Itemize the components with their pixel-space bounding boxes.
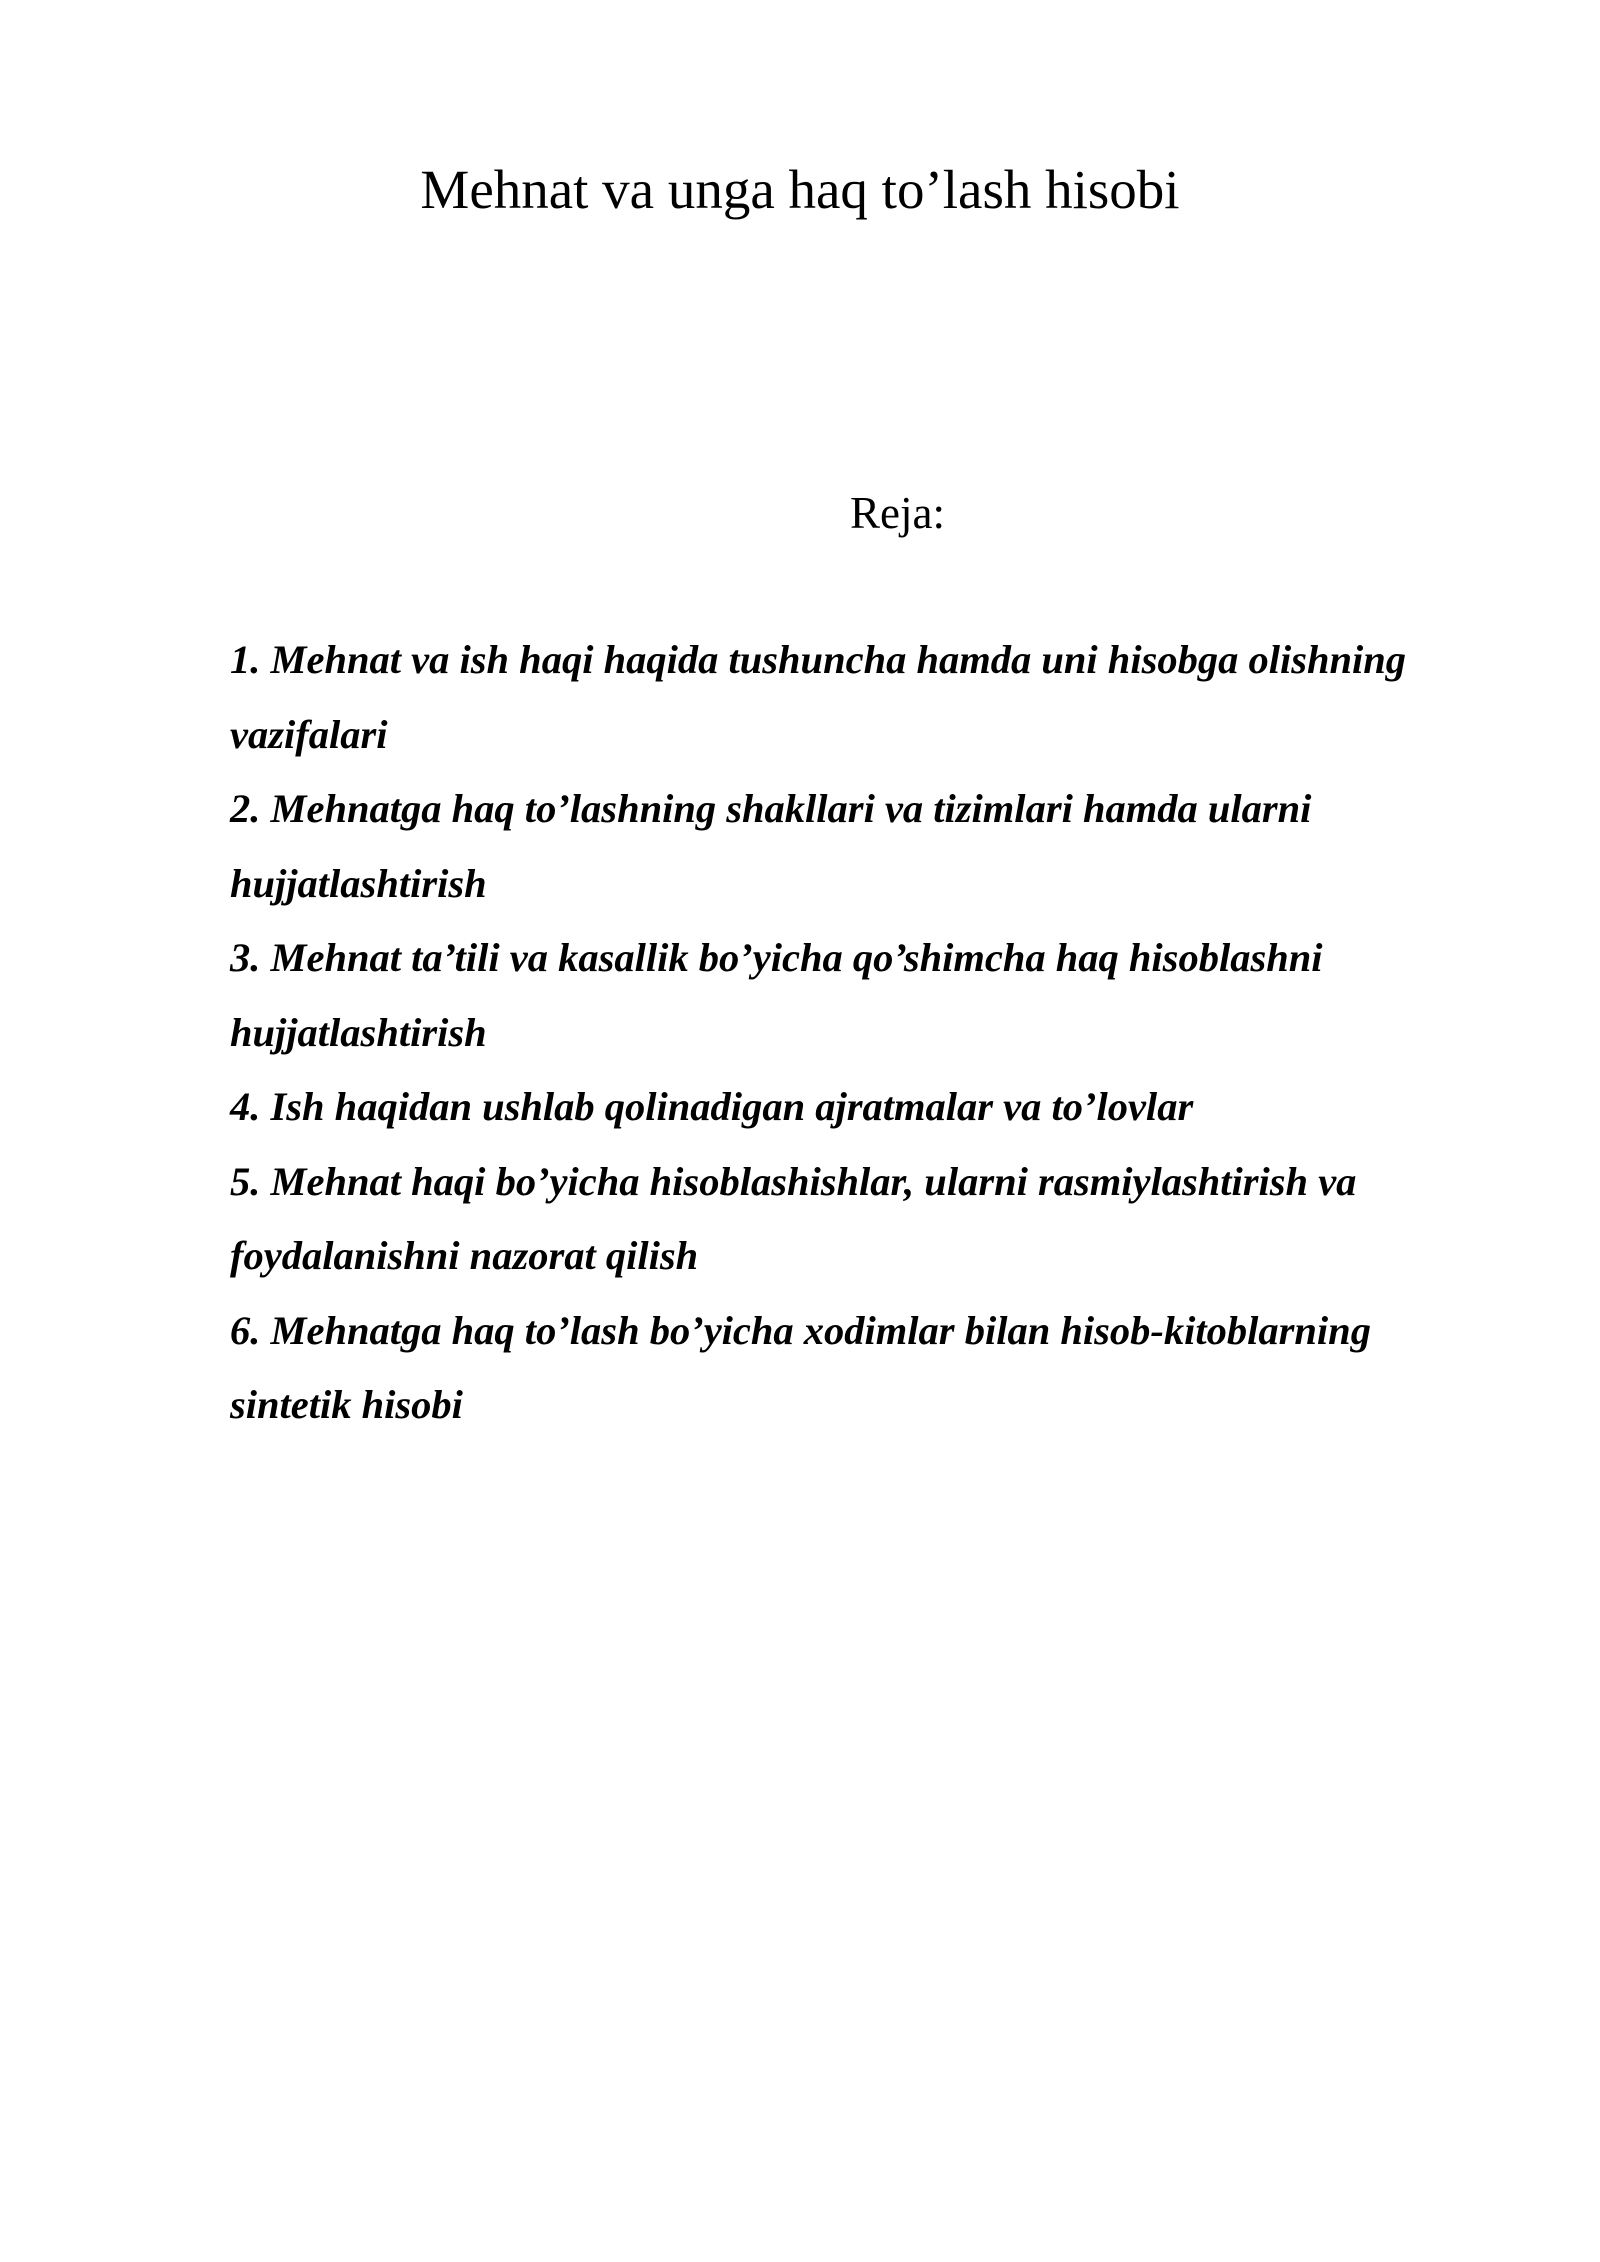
plan-item: 1. Mehnat va ish haqi haqida tushuncha hamda uni hisobga olishning vazifalari — [230, 637, 1407, 757]
plan-heading: Reja: — [850, 488, 945, 538]
plan-list — [230, 623, 1550, 1443]
plan-item: 2. Mehnatga haq to’lashning shakllari va tizimlari hamda ularni hujjatlashtirish — [230, 786, 1312, 906]
plan-item: 6. Mehnatga haq to’lash bo’yicha xodimlar bilan hisob-kitoblarning sintetik hisobi — [230, 1307, 1371, 1427]
document-title: Mehnat va unga haq to’lash hisobi — [420, 159, 1180, 220]
plan-item: 5. Mehnat haqi bo’yicha hisoblashishlar, ularni rasmiylashtirish va foydalanishni nazorat qilish — [230, 1158, 1357, 1278]
plan-item: 4. Ish haqidan ushlab qolinadigan ajratmalar va to’lovlar — [230, 1084, 1194, 1129]
plan-item: 3. Mehnat ta’tili va kasallik bo’yicha qo’shimcha haq hisoblashni hujjatlashtirish — [230, 935, 1323, 1055]
